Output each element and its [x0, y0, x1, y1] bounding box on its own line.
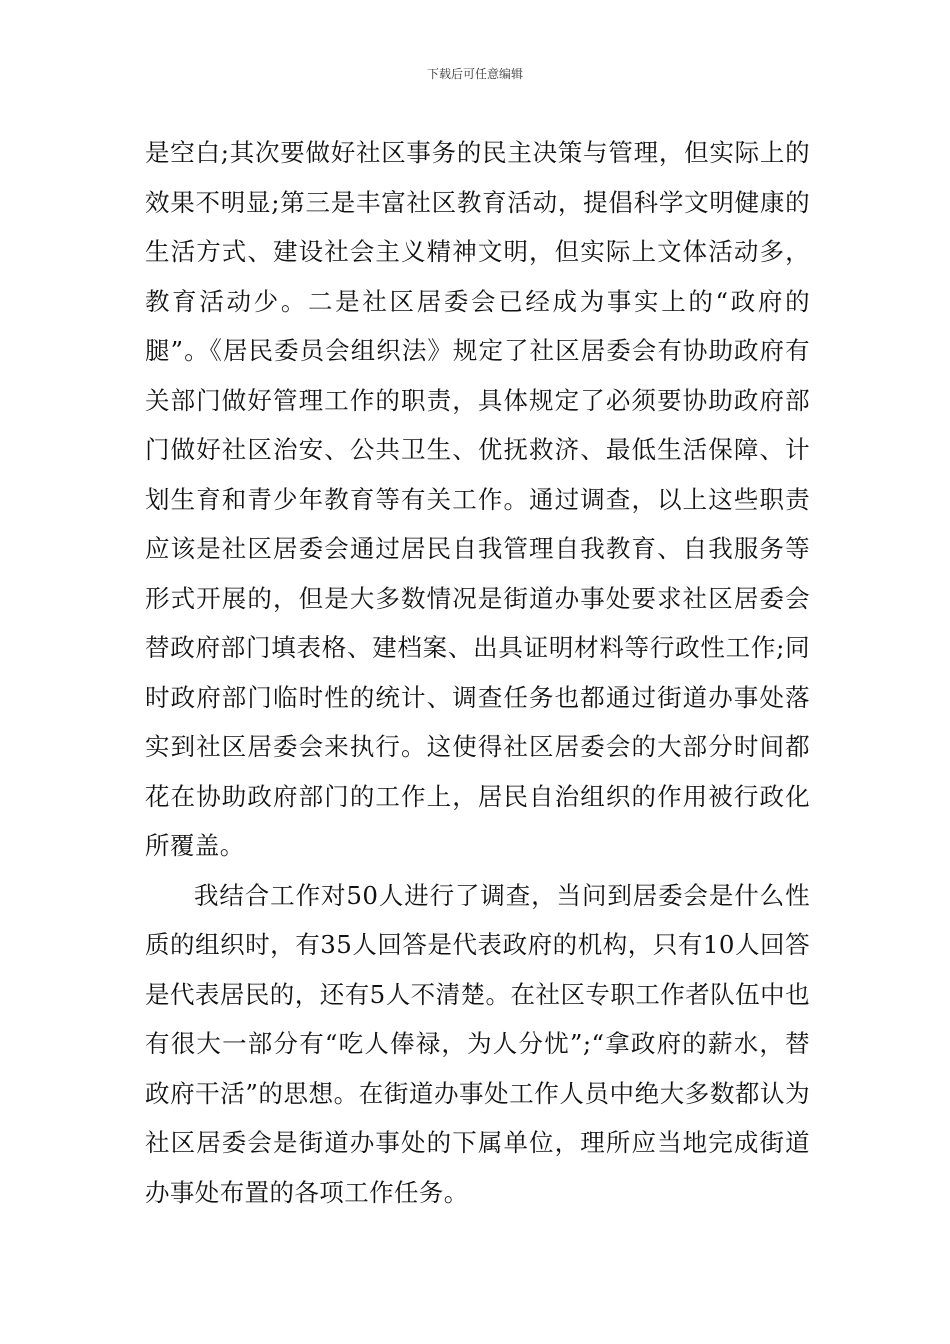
- paragraph-continued: 是空白;其次要做好社区事务的民主决策与管理，但实际上的效果不明显;第三是丰富社区教育活动，提倡科学文明健康的生活方式、建设社会主义精神文明，但实际上文体活动多，教育活动少。二是社区居委会已经成为事实上的“政府的腿”。《居民委员会组织法》规定了社区居委会有协助政府有关部门做好管理工作的职责，具体规定了必须要协助政府部门做好社区治安、公共卫生、优抚救济、最低生活保障、计划生育和青少年教育等有关工作。通过调查，以上这些职责应该是社区居委会通过居民自我管理自我教育、自我服务等形式开展的，但是大多数情况是街道办事处要求社区居委会替政府部门填表格、建档案、出具证明材料等行政性工作;同时政府部门临时性的统计、调查任务也都通过街道办事处落实到社区居委会来执行。这使得社区居委会的大部分时间都花在协助政府部门的工作上，居民自治组织的作用被行政化所覆盖。: [145, 138, 810, 860]
- paragraph-survey: 我结合工作对50人进行了调查，当问到居委会是什么性质的组织时，有35人回答是代表政府的机构，只有10人回答是代表居民的，还有5人不清楚。在社区专职工作者队伍中也有很大一部分有“吃人俸禄，为人分忧”;“拿政府的薪水，替政府干活”的思想。在街道办事处工作人员中绝大多数都认为社区居委会是街道办事处的下属单位，理所应当地完成街道办事处布置的各项工作任务。: [145, 880, 810, 1207]
- page-header-note: 下载后可任意编辑: [426, 67, 523, 81]
- document-body: [145, 128, 810, 1217]
